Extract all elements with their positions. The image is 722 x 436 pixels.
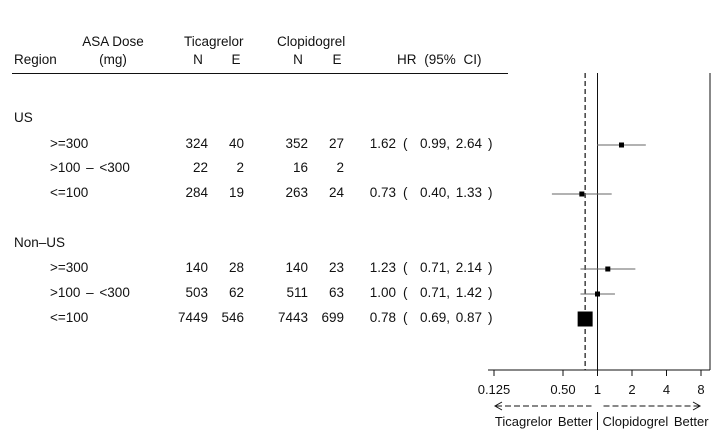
ticagrelor-e: 546	[221, 310, 244, 325]
ci-open-paren: (	[403, 136, 408, 151]
group-label: US	[14, 110, 33, 125]
clopidogrel-e: 63	[328, 285, 344, 300]
hr-value: 0.73	[369, 185, 396, 200]
header-ticagrelor: Ticagrelor	[184, 34, 244, 49]
clopidogrel-e: 2	[336, 160, 344, 175]
ci-open-paren: (	[403, 310, 408, 325]
header-ticagrelor-n: N	[193, 52, 203, 67]
ticagrelor-e: 62	[228, 285, 244, 300]
ci-close-paren: )	[488, 310, 493, 325]
ci-close-paren: )	[488, 136, 493, 151]
dose-label: >100 – <300	[50, 160, 130, 175]
ci-lower: 0.69,	[419, 310, 450, 325]
clopidogrel-n: 511	[286, 285, 308, 300]
hr-marker	[578, 312, 593, 327]
ci-lower: 0.71,	[419, 285, 450, 300]
ticagrelor-n: 22	[192, 160, 208, 175]
ticagrelor-e: 2	[236, 160, 244, 175]
dose-label: <=100	[50, 310, 89, 325]
header-asa-dose-unit: (mg)	[99, 52, 127, 67]
ticagrelor-n: 140	[185, 260, 208, 275]
ci-close-paren: )	[488, 285, 493, 300]
header-asa-dose: ASA Dose	[82, 34, 144, 49]
clopidogrel-n: 16	[292, 160, 308, 175]
hr-marker	[595, 292, 600, 297]
header-ticagrelor-e: E	[231, 52, 241, 67]
x-tick-label: 1	[593, 382, 602, 397]
hr-marker	[579, 192, 584, 197]
ci-open-paren: (	[403, 285, 408, 300]
clopidogrel-e: 23	[328, 260, 344, 275]
ticagrelor-e: 28	[228, 260, 244, 275]
ci-lower: 0.40,	[419, 185, 450, 200]
ci-open-paren: (	[403, 185, 408, 200]
group-label: Non–US	[14, 235, 66, 250]
ci-upper: 0.87	[455, 310, 482, 325]
clopidogrel-n: 263	[285, 185, 308, 200]
hr-marker	[619, 143, 624, 148]
header-region: Region	[14, 52, 57, 67]
hr-value: 1.62	[369, 136, 396, 151]
ticagrelor-e: 40	[228, 136, 244, 151]
dose-label: >=300	[50, 260, 89, 275]
ci-close-paren: )	[488, 260, 493, 275]
hr-value: 1.00	[369, 285, 396, 300]
ci-upper: 1.33	[455, 185, 482, 200]
header-clopidogrel: Clopidogrel	[277, 34, 346, 49]
x-tick-label: 8	[697, 382, 705, 397]
clopidogrel-n: 7443	[277, 310, 308, 325]
hr-value: 1.23	[369, 260, 396, 275]
dose-label: >100 – <300	[50, 285, 130, 300]
ci-upper: 1.42	[455, 285, 482, 300]
x-tick-label: 2	[628, 382, 636, 397]
ticagrelor-n: 284	[185, 185, 208, 200]
ticagrelor-n: 503	[185, 285, 208, 300]
ci-lower: 0.71,	[419, 260, 450, 275]
clopidogrel-e: 699	[321, 310, 344, 325]
ticagrelor-n: 324	[185, 136, 208, 151]
dose-label: <=100	[50, 185, 89, 200]
ticagrelor-better-label: Ticagrelor Better	[494, 414, 593, 429]
clopidogrel-better-label: Clopidogrel Better	[602, 414, 709, 429]
ci-open-paren: (	[403, 260, 408, 275]
x-tick-label: 0.125	[477, 382, 511, 397]
header-clopidogrel-e: E	[332, 52, 342, 67]
clopidogrel-e: 27	[328, 136, 344, 151]
hr-marker	[605, 267, 610, 272]
ci-lower: 0.99,	[419, 136, 450, 151]
hr-value: 0.78	[369, 310, 396, 325]
clopidogrel-e: 24	[328, 185, 344, 200]
clopidogrel-n: 352	[285, 136, 308, 151]
ci-upper: 2.64	[455, 136, 482, 151]
x-tick-label: 4	[662, 382, 671, 397]
ci-close-paren: )	[488, 185, 493, 200]
dose-label: >=300	[50, 136, 89, 151]
ticagrelor-e: 19	[228, 185, 244, 200]
x-tick-label: 0.50	[550, 382, 576, 397]
header-clopidogrel-n: N	[293, 52, 303, 67]
clopidogrel-n: 140	[285, 260, 308, 275]
ci-upper: 2.14	[455, 260, 482, 275]
ticagrelor-n: 7449	[177, 310, 208, 325]
header-hr: HR (95% CI)	[397, 52, 482, 67]
